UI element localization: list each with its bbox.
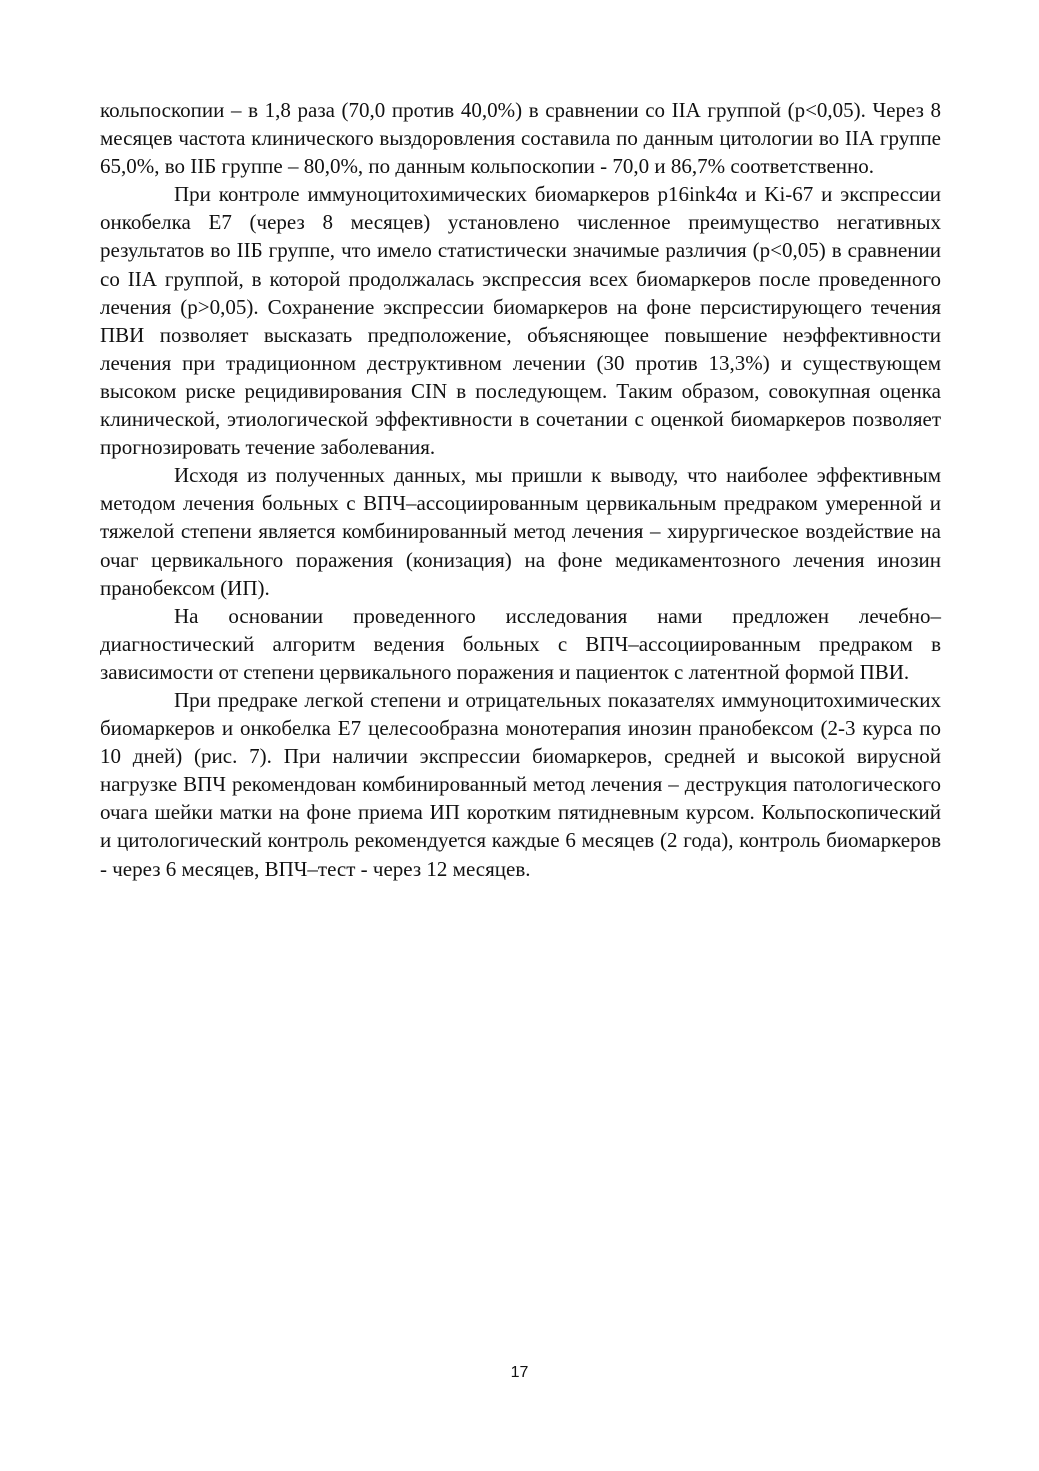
paragraph-biomarkers: При контроле иммуноцитохимических биомаркеров р16ink4α и Ki-67 и экспрессии онкобелка Е7 (через 8 месяцев) установлено численное преимущество негативных результатов во IIБ группе, что имело статистически значимые различия (р<0,05) в сравнении со IIА группой, в которой продолжалась экспрессия всех биомаркеров после проведенного лечения (р>0,05). Сохранение экспрессии биомаркеров на фоне персистирующего течения ПВИ позволяет высказать предположение, объясняющее повышение неэффективности лечения при традиционном деструктивном лечении (30 против 13,3%) и существующем высоком риске рецидивирования CIN в последующем. Таким образом, совокупная оценка клинической, этиологической эффективности в сочетании с оценкой биомаркеров позволяет прогнозировать течение заболевания. bbox=[100, 182, 941, 460]
paragraph-recommendations: При предраке легкой степени и отрицательных показателях иммуноцитохимических биомаркеров и онкобелка Е7 целесообразна монотерапия инозин пранобексом (2-3 курса по 10 дней) (рис. 7). При наличии экспрессии биомаркеров, средней и высокой вирусной нагрузке ВПЧ рекомендован комбинированный метод лечения – деструкция патологического очага шейки матки на фоне приема ИП коротким пятидневным курсом. Кольпоскопический и цитологический контроль рекомендуется каждые 6 месяцев (2 года), контроль биомаркеров - через 6 месяцев, ВПЧ–тест - через 12 месяцев. bbox=[100, 687, 941, 881]
page-number: 17 bbox=[510, 1364, 529, 1381]
paragraph-continuation: кольпоскопии – в 1,8 раза (70,0 против 40,0%) в сравнении со IIА группой (р<0,05). Через 8 месяцев частота клинического выздоровления составила по данным цитологии во IIА группе 65,0%, во IIБ группе – 80,0%, по данным кольпоскопии - 70,0 и 86,7% соответственно. bbox=[100, 98, 941, 179]
paragraph-conclusion: Исходя из полученных данных, мы пришли к выводу, что наиболее эффективным методом лечения больных с ВПЧ–ассоциированным цервикальным предраком умеренной и тяжелой степени является комбинированный метод лечения – хирургическое воздействие на очаг цервикального поражения (конизация) на фоне медикаментозного лечения инозин пранобексом (ИП). bbox=[100, 463, 941, 600]
body-text bbox=[100, 96, 941, 883]
paragraph-algorithm: На основании проведенного исследования нами предложен лечебно–диагностический алгоритм ведения больных с ВПЧ–ассоциированным предраком в зависимости от степени цервикального поражения и пациенток с латентной формой ПВИ. bbox=[100, 603, 941, 684]
